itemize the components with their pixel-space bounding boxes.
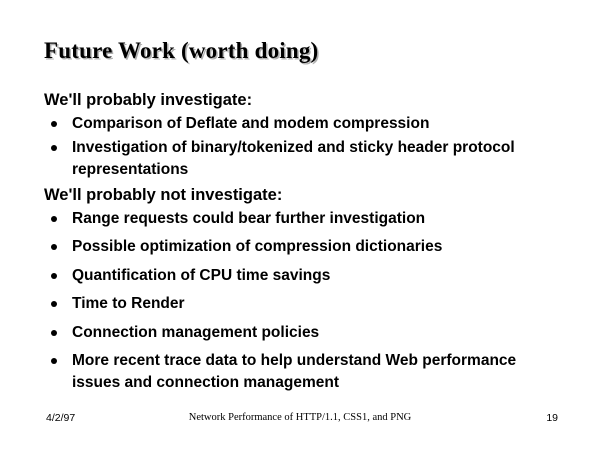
bullet-list	[44, 208, 564, 394]
footer-title: Network Performance of HTTP/1.1, CSS1, and PNG	[188, 412, 412, 423]
bullet-dot-icon	[51, 273, 57, 279]
bullet-dot-icon	[51, 216, 57, 222]
list-item-label: Quantification of CPU time savings	[72, 266, 331, 284]
list-item-label: Connection management policies	[72, 323, 320, 341]
bullet-dot-icon	[51, 244, 57, 250]
bullet-dot-icon	[51, 330, 57, 336]
list-item	[44, 265, 564, 287]
list-item-label: More recent trace data to help understand Web performance issues and connection management	[72, 352, 517, 391]
bullet-dot-icon	[51, 301, 57, 307]
list-item	[44, 293, 564, 315]
section-will-investigate	[44, 88, 564, 180]
list-item-label: Possible optimization of compression dictionaries	[72, 238, 443, 255]
section-lead: We'll probably investigate:	[44, 91, 253, 109]
list-item	[44, 113, 564, 135]
bullet-dot-icon	[51, 358, 57, 364]
list-item	[44, 322, 564, 344]
list-item	[44, 137, 564, 180]
bullet-list	[44, 113, 564, 180]
list-item-label: Comparison of Deflate and modem compression	[72, 115, 430, 132]
footer-page-number: 19	[546, 412, 558, 424]
list-item-label: Range requests could bear further investigation	[72, 209, 426, 227]
footer-date: 4/2/97	[46, 412, 76, 424]
list-item-label: Investigation of binary/tokenized and sticky header protocol representations	[72, 139, 515, 178]
list-item	[44, 350, 564, 393]
section-will-not-investigate	[44, 183, 564, 394]
list-item	[44, 208, 564, 230]
page-title: Future Work (worth doing)	[44, 38, 319, 63]
bullet-dot-icon	[51, 145, 57, 151]
slide-body	[44, 88, 564, 400]
list-item	[44, 236, 564, 258]
slide-footer	[0, 412, 600, 432]
bullet-dot-icon	[51, 121, 57, 127]
list-item-label: Time to Render	[72, 295, 185, 312]
section-lead: We'll probably not investigate:	[44, 185, 283, 204]
